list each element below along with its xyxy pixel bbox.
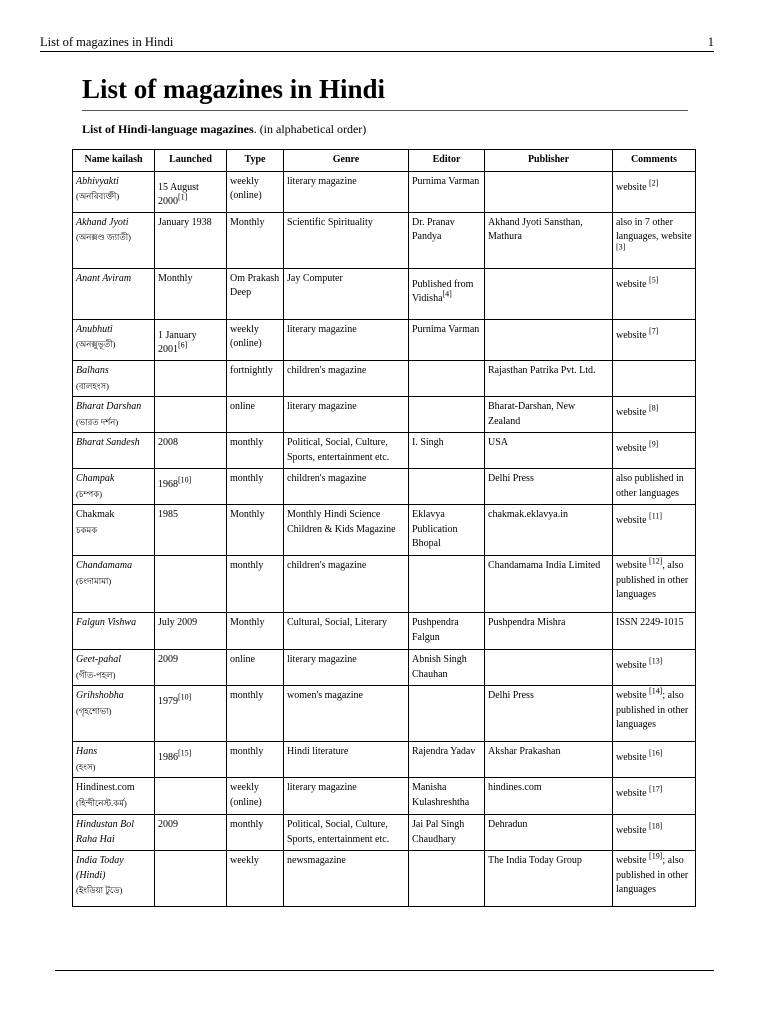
editor-value-group <box>412 782 469 808</box>
comments-cell <box>613 396 696 432</box>
launched-cell <box>155 396 227 432</box>
editor-cell <box>409 504 485 555</box>
comments-value-group <box>616 439 659 457</box>
comments-cell <box>613 468 696 504</box>
table-row <box>73 850 696 906</box>
comments-reference: [7] <box>649 326 659 336</box>
launched-reference: [10] <box>178 475 192 485</box>
editor-value-group <box>412 819 464 845</box>
magazine-native-name: (অনক্সুভূতী) <box>76 339 116 350</box>
type-cell: monthly <box>227 814 284 850</box>
editor-cell <box>409 268 485 319</box>
comments-value: also published in other languages <box>616 472 684 499</box>
magazine-name-cell <box>73 612 155 649</box>
magazine-name-cell <box>73 319 155 360</box>
editor-cell <box>409 649 485 685</box>
comments-extra: , also published in other languages <box>616 559 689 601</box>
launched-cell <box>155 360 227 396</box>
comments-value-group <box>616 403 659 421</box>
comments-cell <box>613 268 696 319</box>
table-body <box>73 171 696 906</box>
launched-value: 2008 <box>158 436 178 448</box>
table-row <box>73 685 696 741</box>
editor-value-group <box>412 217 455 243</box>
intro-rest: . (in alphabetical order) <box>253 122 367 136</box>
comments-value-group <box>616 784 663 802</box>
publisher-cell <box>485 649 613 685</box>
magazine-name: Hindustan Bol Raha Hai <box>76 818 135 845</box>
magazine-name-cell <box>73 268 155 319</box>
editor-value: I. Singh <box>412 436 444 448</box>
magazine-name: Abhivyakti <box>76 175 119 187</box>
comments-cell <box>613 171 696 212</box>
table-row <box>73 814 696 850</box>
table-row <box>73 649 696 685</box>
comments-reference: [12] <box>649 556 663 566</box>
editor-cell <box>409 319 485 360</box>
magazine-native-name: (চম্পক) <box>76 488 103 499</box>
footer-rule <box>55 970 714 971</box>
comments-value-group <box>616 178 659 196</box>
publisher-cell: Chandamama India Limited <box>485 555 613 612</box>
launched-value-group <box>158 819 178 830</box>
comments-value-group <box>616 326 659 344</box>
magazine-name-cell <box>73 360 155 396</box>
publisher-cell: Delhi Press <box>485 468 613 504</box>
publisher-cell: Akshar Prakashan <box>485 741 613 777</box>
comments-reference: [5] <box>649 275 659 285</box>
type-cell: Monthly <box>227 504 284 555</box>
launched-reference: [1] <box>178 192 188 202</box>
comments-reference: [3] <box>616 242 626 252</box>
magazine-native-name: (গীত-পহল) <box>76 669 116 680</box>
comments-reference: [17] <box>649 784 663 794</box>
magazine-name-cell <box>73 741 155 777</box>
magazine-name: Falgun Vishwa <box>76 616 137 628</box>
comments-value-group <box>616 617 684 628</box>
launched-reference: [10] <box>178 692 192 702</box>
magazine-native-name: (বালহংস) <box>76 380 109 391</box>
comments-value: website <box>616 406 647 418</box>
comments-reference: [13] <box>649 656 663 666</box>
editor-value-group <box>412 746 475 757</box>
comments-value: also in 7 other languages, website <box>616 216 692 243</box>
magazine-native-name: (অনক্সণ্ড জ্যাতী) <box>76 232 132 243</box>
magazine-native-name: (গৃহশোভা) <box>76 705 112 716</box>
magazine-name-cell <box>73 685 155 741</box>
type-cell: monthly <box>227 432 284 468</box>
magazine-name: Chandamama <box>76 559 133 571</box>
column-header: Comments <box>613 150 696 172</box>
editor-cell <box>409 360 485 396</box>
launched-value: 1985 <box>158 508 178 520</box>
running-title: List of magazines in Hindi <box>40 35 174 49</box>
magazines-table <box>72 149 696 907</box>
comments-value: website <box>616 514 647 526</box>
editor-cell <box>409 850 485 906</box>
publisher-cell: hindines.com <box>485 777 613 814</box>
editor-cell <box>409 396 485 432</box>
magazine-name-cell <box>73 212 155 268</box>
comments-cell <box>613 212 696 268</box>
magazine-name: Anant Aviram <box>76 272 132 284</box>
launched-value: 2009 <box>158 653 178 665</box>
type-cell: weekly (online) <box>227 319 284 360</box>
launched-value: January 1938 <box>158 216 212 228</box>
comments-extra: ; also published in other languages <box>616 689 689 731</box>
editor-value-group <box>412 654 467 680</box>
magazine-name-cell <box>73 555 155 612</box>
comments-value: website <box>616 787 647 799</box>
magazine-name-cell <box>73 504 155 555</box>
editor-cell <box>409 685 485 741</box>
genre-cell: children's magazine <box>284 468 409 504</box>
editor-cell <box>409 741 485 777</box>
editor-value: Rajendra Yadav <box>412 745 476 757</box>
type-cell: monthly <box>227 741 284 777</box>
launched-value: 1968 <box>158 478 178 490</box>
launched-cell <box>155 432 227 468</box>
launched-value: 2009 <box>158 818 178 830</box>
column-header: Genre <box>284 150 409 172</box>
type-cell: online <box>227 649 284 685</box>
table-row <box>73 555 696 612</box>
magazine-name: Champak <box>76 472 115 484</box>
editor-value: Dr. Pranav Pandya <box>412 216 455 243</box>
genre-cell: literary magazine <box>284 649 409 685</box>
launched-cell <box>155 612 227 649</box>
launched-reference: [6] <box>178 341 188 351</box>
launched-value: 1 January 2001 <box>158 329 197 356</box>
genre-cell: Scientific Spirituality <box>284 212 409 268</box>
editor-value-group <box>412 324 479 335</box>
publisher-cell: Pushpendra Mishra <box>485 612 613 649</box>
comments-value: website <box>616 442 647 454</box>
type-cell: Monthly <box>227 212 284 268</box>
publisher-cell <box>485 319 613 360</box>
genre-cell: Political, Social, Culture, Sports, entertainment etc. <box>284 814 409 850</box>
comments-reference: [16] <box>649 748 663 758</box>
comments-reference: [8] <box>649 403 659 413</box>
type-cell: weekly (online) <box>227 777 284 814</box>
editor-value-group <box>412 278 481 307</box>
comments-reference: [9] <box>649 439 659 449</box>
publisher-cell <box>485 171 613 212</box>
genre-cell: literary magazine <box>284 396 409 432</box>
editor-value-group <box>412 509 458 549</box>
comments-cell <box>613 649 696 685</box>
column-header: Editor <box>409 150 485 172</box>
magazine-name: India Today (Hindi) <box>76 854 124 881</box>
comments-value: website <box>616 689 647 701</box>
launched-cell <box>155 555 227 612</box>
comments-reference: [18] <box>649 821 663 831</box>
launched-value-group <box>158 437 178 448</box>
launched-cell <box>155 171 227 212</box>
comments-value-group <box>616 275 659 293</box>
intro-bold: List of Hindi-language magazines <box>82 122 254 136</box>
table-row <box>73 432 696 468</box>
launched-value: 1979 <box>158 695 178 707</box>
type-cell: monthly <box>227 468 284 504</box>
magazine-name: Balhans <box>76 364 109 376</box>
comments-value: website <box>616 559 647 571</box>
editor-value: Eklavya Publication Bhopal <box>412 508 458 550</box>
launched-reference: [15] <box>178 748 192 758</box>
type-cell: Monthly <box>227 612 284 649</box>
editor-value-group <box>412 617 459 643</box>
genre-cell: Hindi literature <box>284 741 409 777</box>
comments-value-group <box>616 851 689 896</box>
launched-cell <box>155 649 227 685</box>
launched-value-group <box>158 692 192 710</box>
table-row <box>73 360 696 396</box>
page-number: 1 <box>707 35 714 49</box>
magazine-name: Geet-pahal <box>76 653 121 665</box>
editor-cell <box>409 555 485 612</box>
comments-value: website <box>616 278 647 290</box>
type-cell: weekly <box>227 850 284 906</box>
publisher-cell: Bharat-Darshan, New Zealand <box>485 396 613 432</box>
table-row <box>73 396 696 432</box>
page-title: List of magazines in Hindi <box>82 72 688 111</box>
publisher-cell: Rajasthan Patrika Pvt. Ltd. <box>485 360 613 396</box>
launched-cell <box>155 212 227 268</box>
magazine-name-cell <box>73 171 155 212</box>
comments-cell <box>613 685 696 741</box>
comments-value-group <box>616 656 663 674</box>
comments-value-group <box>616 511 663 529</box>
launched-cell <box>155 777 227 814</box>
comments-cell <box>613 432 696 468</box>
magazine-name: Grihshobha <box>76 689 124 701</box>
editor-value: Purnima Varman <box>412 323 480 335</box>
magazine-native-name: (হংস) <box>76 761 96 772</box>
publisher-cell: chakmak.eklavya.in <box>485 504 613 555</box>
comments-reference: [11] <box>649 511 663 521</box>
magazine-name-cell <box>73 432 155 468</box>
table-header-row <box>73 150 696 172</box>
comments-cell <box>613 360 696 396</box>
comments-value: website <box>616 854 647 866</box>
magazine-native-name: (ভারত দর্শন) <box>76 416 119 427</box>
running-header <box>40 36 714 52</box>
comments-cell <box>613 850 696 906</box>
table-row <box>73 212 696 268</box>
launched-value-group <box>158 475 192 493</box>
magazine-name: Anubhuti <box>76 323 113 335</box>
editor-cell <box>409 212 485 268</box>
publisher-cell <box>485 268 613 319</box>
magazine-name-cell <box>73 468 155 504</box>
comments-value: website <box>616 751 647 763</box>
comments-reference: [14] <box>649 686 663 696</box>
magazine-native-name: (হিন্দীনেস্ট.কৰ্ম) <box>76 797 127 808</box>
magazine-name-cell <box>73 777 155 814</box>
editor-value: Purnima Varman <box>412 175 480 187</box>
genre-cell: literary magazine <box>284 171 409 212</box>
genre-cell: Jay Computer <box>284 268 409 319</box>
launched-cell <box>155 850 227 906</box>
publisher-cell: The India Today Group <box>485 850 613 906</box>
launched-value-group <box>158 617 197 628</box>
genre-cell: Cultural, Social, Literary <box>284 612 409 649</box>
publisher-cell: Dehradun <box>485 814 613 850</box>
table-row <box>73 468 696 504</box>
comments-reference: [19] <box>649 851 663 861</box>
genre-cell: women's magazine <box>284 685 409 741</box>
genre-cell: literary magazine <box>284 777 409 814</box>
magazine-name-cell <box>73 396 155 432</box>
editor-cell <box>409 432 485 468</box>
launched-value-group <box>158 273 192 284</box>
launched-value: 1986 <box>158 751 178 763</box>
comments-value: website <box>616 181 647 193</box>
type-cell: weekly (online) <box>227 171 284 212</box>
launched-value-group <box>158 181 223 210</box>
launched-cell <box>155 504 227 555</box>
editor-value-group <box>412 176 479 187</box>
type-cell: Om Prakash Deep <box>227 268 284 319</box>
launched-cell <box>155 468 227 504</box>
editor-value: Abnish Singh Chauhan <box>412 653 467 680</box>
comments-value-group <box>616 556 689 601</box>
column-header: Launched <box>155 150 227 172</box>
comments-value-group <box>616 686 689 731</box>
comments-cell <box>613 814 696 850</box>
magazine-name: Bharat Sandesh <box>76 436 140 448</box>
comments-value: website <box>616 824 647 836</box>
launched-value-group <box>158 329 223 358</box>
genre-cell: Monthly Hindi Science Children & Kids Magazine <box>284 504 409 555</box>
launched-value: July 2009 <box>158 616 198 628</box>
editor-value-group <box>412 437 444 448</box>
editor-cell <box>409 171 485 212</box>
type-cell: fortnightly <box>227 360 284 396</box>
launched-value: 15 August 2000 <box>158 181 199 208</box>
editor-cell <box>409 468 485 504</box>
launched-value-group <box>158 748 192 766</box>
editor-cell <box>409 814 485 850</box>
comments-extra: ; also published in other languages <box>616 854 689 896</box>
editor-value: Jai Pal Singh Chaudhary <box>412 818 465 845</box>
comments-cell <box>613 319 696 360</box>
table-row <box>73 268 696 319</box>
column-header: Type <box>227 150 284 172</box>
table-row <box>73 741 696 777</box>
comments-value: website <box>616 329 647 341</box>
launched-value-group <box>158 217 212 228</box>
comments-value-group <box>616 748 663 766</box>
genre-cell: children's magazine <box>284 360 409 396</box>
table-row <box>73 504 696 555</box>
editor-reference: [4] <box>442 290 452 300</box>
launched-value: Monthly <box>158 272 193 284</box>
type-cell: monthly <box>227 685 284 741</box>
editor-value: Published from Vidisha <box>412 278 474 305</box>
magazine-name: Chakmak <box>76 508 115 520</box>
launched-cell <box>155 319 227 360</box>
table-row <box>73 171 696 212</box>
launched-value-group <box>158 654 178 665</box>
publisher-cell: USA <box>485 432 613 468</box>
column-header: Name kailash <box>73 150 155 172</box>
comments-cell <box>613 504 696 555</box>
magazine-native-name: চকমক <box>76 524 98 535</box>
magazine-native-name: (অনৰিব্যক্তী) <box>76 191 120 202</box>
launched-value-group <box>158 509 178 520</box>
genre-cell: Political, Social, Culture, Sports, entertainment etc. <box>284 432 409 468</box>
magazine-name: Hindinest.com <box>76 781 135 793</box>
magazine-native-name: (চংদামামা) <box>76 575 112 586</box>
launched-cell <box>155 741 227 777</box>
table-row <box>73 612 696 649</box>
editor-value: Manisha Kulashreshtha <box>412 781 470 808</box>
intro-sentence <box>82 122 366 136</box>
comments-value: website <box>616 659 647 671</box>
comments-cell <box>613 777 696 814</box>
editor-cell <box>409 612 485 649</box>
comments-cell <box>613 612 696 649</box>
publisher-cell: Akhand Jyoti Sansthan, Mathura <box>485 212 613 268</box>
editor-cell <box>409 777 485 814</box>
comments-value: ISSN 2249-1015 <box>616 616 684 628</box>
genre-cell: literary magazine <box>284 319 409 360</box>
comments-value-group <box>616 217 692 257</box>
magazine-name: Akhand Jyoti <box>76 216 129 228</box>
table-row <box>73 319 696 360</box>
table-row <box>73 777 696 814</box>
magazine-name-cell <box>73 814 155 850</box>
comments-value-group <box>616 821 663 839</box>
genre-cell: newsmagazine <box>284 850 409 906</box>
publisher-cell: Delhi Press <box>485 685 613 741</box>
column-header: Publisher <box>485 150 613 172</box>
magazine-name-cell <box>73 649 155 685</box>
comments-cell <box>613 741 696 777</box>
comments-value-group <box>616 473 684 499</box>
comments-cell <box>613 555 696 612</box>
editor-value: Pushpendra Falgun <box>412 616 459 643</box>
magazine-name-cell <box>73 850 155 906</box>
type-cell: monthly <box>227 555 284 612</box>
genre-cell: children's magazine <box>284 555 409 612</box>
magazine-name: Hans <box>76 745 98 757</box>
launched-cell <box>155 814 227 850</box>
magazine-name: Bharat Darshan <box>76 400 142 412</box>
launched-cell <box>155 685 227 741</box>
type-cell: online <box>227 396 284 432</box>
magazine-native-name: (ইংডিয়া টুডে) <box>76 885 123 896</box>
launched-cell <box>155 268 227 319</box>
comments-reference: [2] <box>649 178 659 188</box>
